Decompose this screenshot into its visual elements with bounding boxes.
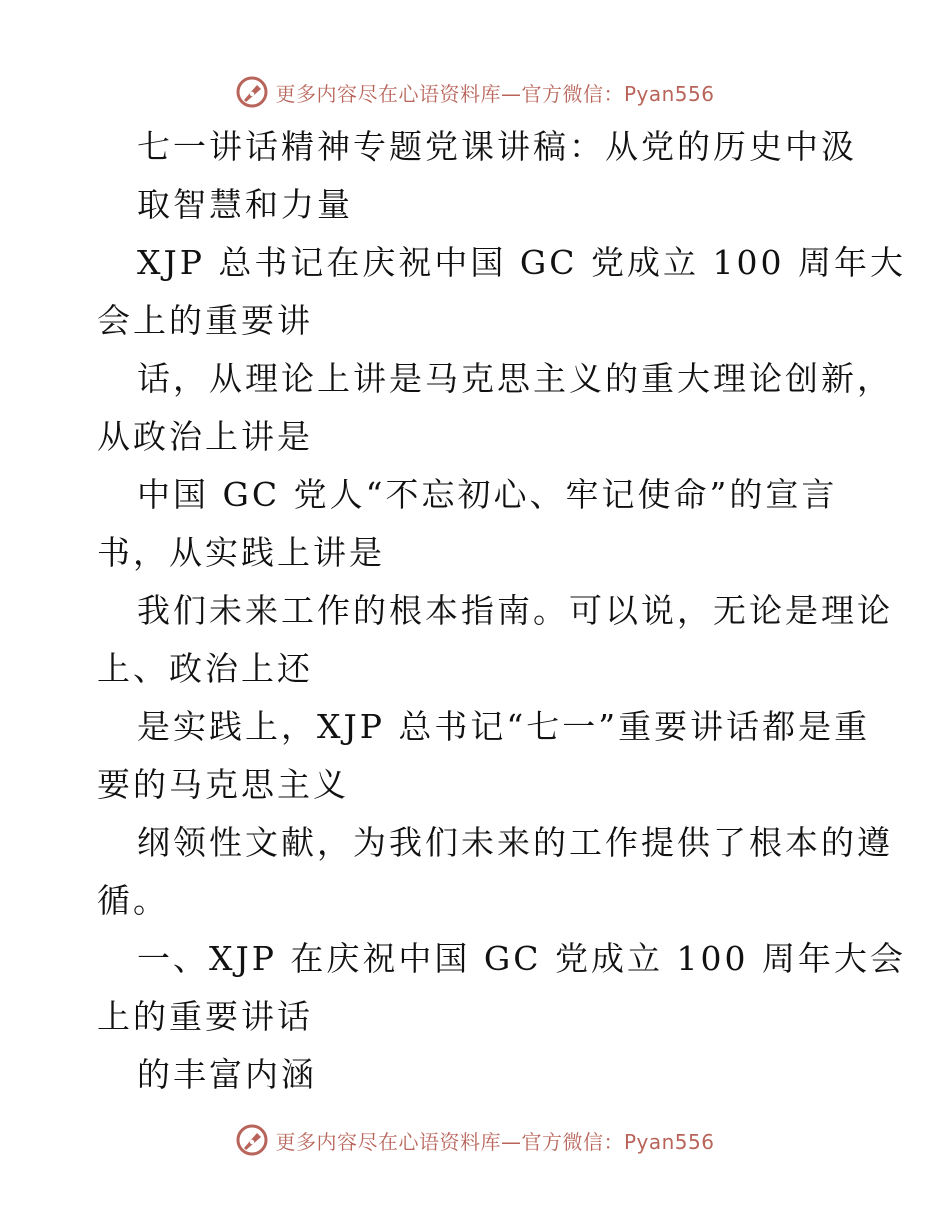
section-heading-line-1: 一、XJP 在庆祝中国 GC 党成立 100 周年大会 (137, 939, 906, 978)
paragraph-line: 纲领性文献，为我们未来的工作提供了根本的遵 (137, 823, 893, 862)
paragraph-line: 书，从实践上讲是 (97, 533, 385, 572)
paragraph-line: 中国 GC 党人“不忘初心、牢记使命”的宣言 (137, 475, 838, 514)
section-heading-line-2: 上的重要讲话 (97, 997, 313, 1036)
paragraph-line: 上、政治上还 (97, 649, 313, 688)
title-line-1: 七一讲话精神专题党课讲稿：从党的历史中汲 (137, 127, 857, 166)
paragraph-line: 话，从理论上讲是马克思主义的重大理论创新， (137, 359, 893, 398)
footer-banner-text: 更多内容尽在心语资料库—官方微信：Pyan556 (275, 1129, 715, 1154)
pen-nib-circle-icon (235, 75, 269, 109)
paragraph-line: 我们未来工作的根本指南。可以说，无论是理论 (137, 591, 893, 630)
header-banner (0, 72, 950, 112)
title-line-2: 取智慧和力量 (137, 185, 353, 224)
paragraph-line: 要的马克思主义 (97, 765, 349, 804)
paragraph-line: XJP 总书记在庆祝中国 GC 党成立 100 周年大 (137, 243, 906, 282)
footer-banner (0, 1120, 950, 1160)
document-body (97, 118, 906, 1104)
paragraph-line: 从政治上讲是 (97, 417, 313, 456)
paragraph-line: 是实践上，XJP 总书记“七一”重要讲话都是重 (137, 707, 871, 746)
section-heading-line-3: 的丰富内涵 (137, 1055, 317, 1094)
paragraph-line: 循。 (97, 881, 169, 920)
header-banner-text: 更多内容尽在心语资料库—官方微信：Pyan556 (275, 81, 715, 106)
paragraph-line: 会上的重要讲 (97, 301, 313, 340)
pen-nib-circle-icon (235, 1123, 269, 1157)
